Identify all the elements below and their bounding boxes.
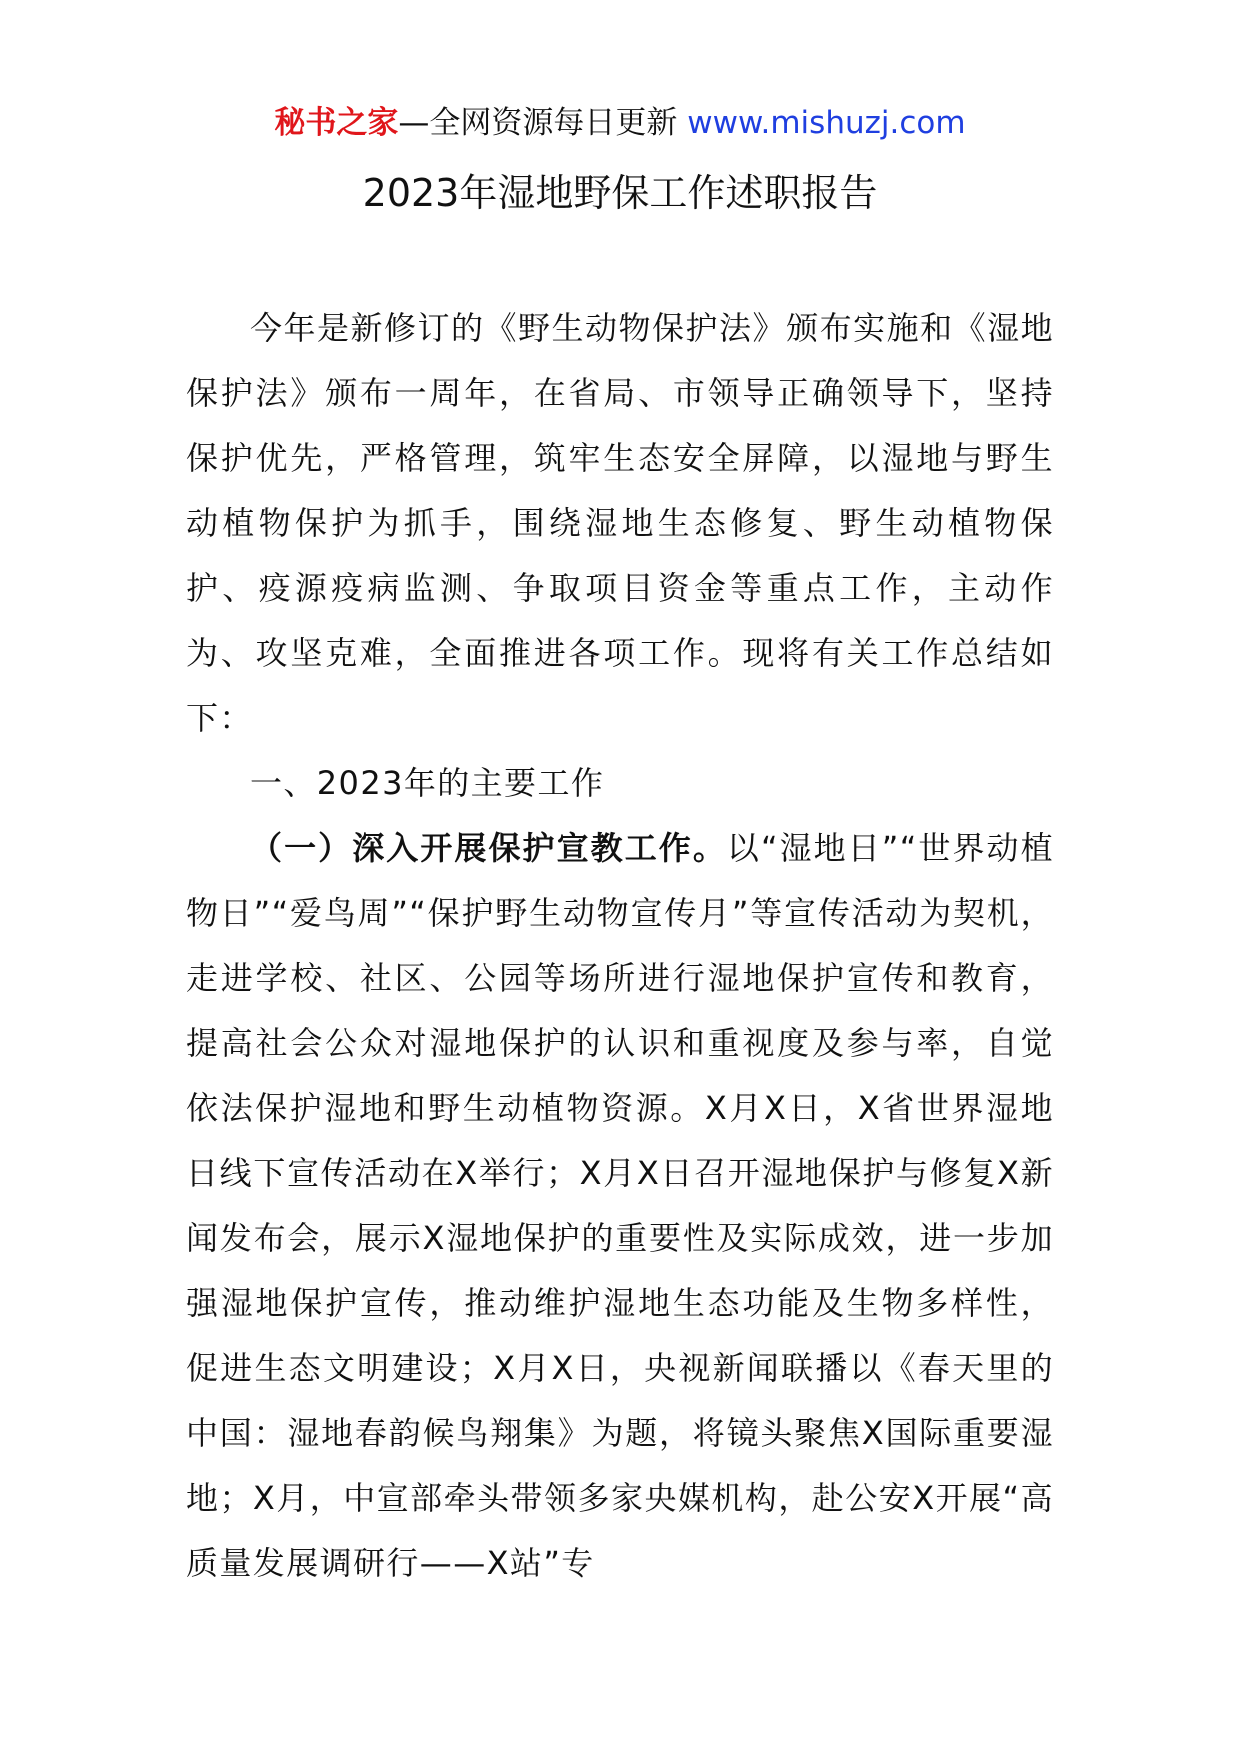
site-url-link[interactable]: www.mishuzj.com <box>687 105 966 141</box>
header-tagline: —全网资源每日更新 <box>398 105 678 141</box>
brand-name: 秘书之家 <box>274 105 399 141</box>
subsection-text: 以“湿地日”“世界动植物日”“爱鸟周”“保护野生动物宣传月”等宣传活动为契机，走进学校、社区、公园等场所进行湿地保护宣传和教育，提高社会公众对湿地保护的认识和重视度及参与率，自觉依法保护湿地和野生动植物资源。X月X日，X省世界湿地日线下宣传活动在X举行；X月X日召开湿地保护与修复X新闻发布会，展示X湿地保护的重要性及实际成效，进一步加强湿地保护宣传，推动维护湿地生态功能及生物多样性，促进生态文明建设；X月X日，央视新闻联播以《春天里的中国：湿地春韵候鸟翔集》为题，将镜头聚焦X国际重要湿地；X月，中宣部牵头带领多家央媒机构，赴公安X开展“高质量发展调研行——X站”专 <box>186 829 1054 1582</box>
site-header <box>0 100 1240 146</box>
document-title: 2023年湿地野保工作述职报告 <box>362 171 878 215</box>
subsection-paragraph <box>186 816 1054 1596</box>
subsection-heading: （一）深入开展保护宣教工作。 <box>250 829 727 867</box>
document-body <box>186 296 1054 1596</box>
section-heading: 一、2023年的主要工作 <box>250 764 605 802</box>
intro-paragraph: 今年是新修订的《野生动物保护法》颁布实施和《湿地保护法》颁布一周年，在省局、市领导正确领导下，坚持保护优先，严格管理，筑牢生态安全屏障，以湿地与野生动植物保护为抓手，围绕湿地生态修复、野生动植物保护、疫源疫病监测、争取项目资金等重点工作，主动作为、攻坚克难，全面推进各项工作。现将有关工作总结如下： <box>186 309 1054 737</box>
